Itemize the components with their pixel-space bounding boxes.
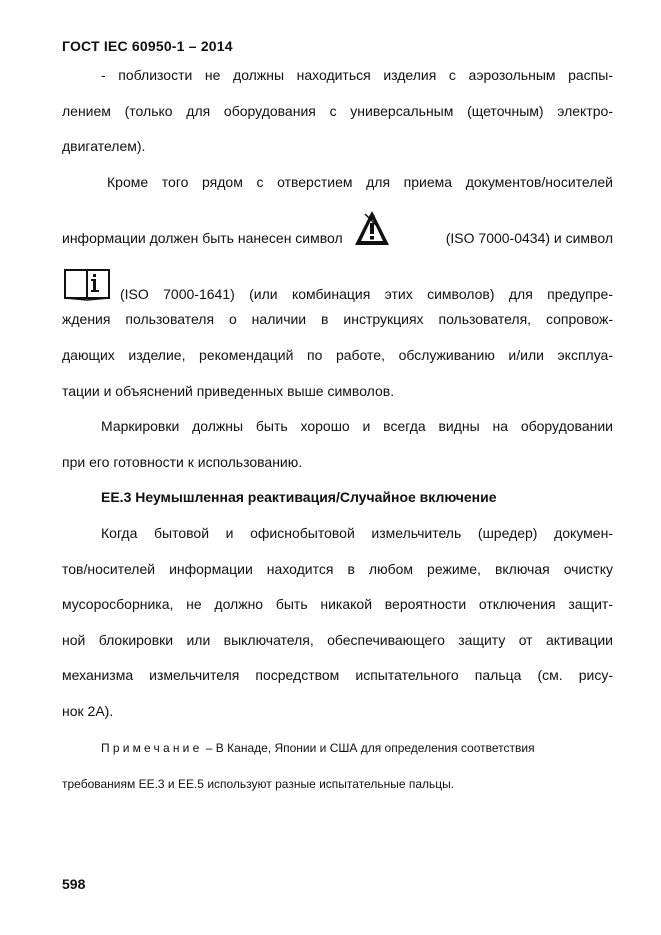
para4-line6: нок 2А).: [62, 702, 114, 719]
para2-line2a: информации должен быть нанесен символ: [62, 230, 343, 247]
note-block: [62, 730, 613, 802]
para4-line5: механизма измельчителя посредством испытательного пальца (см. рису-: [62, 667, 613, 684]
page-number: 598: [62, 876, 86, 892]
para4-line3: мусоросборника, не должно быть никакой вероятности отключения защит-: [62, 596, 613, 613]
note-line2: требованиям ЕЕ.3 и ЕЕ.5 используют разные испытательные пальцы.: [62, 776, 455, 791]
para4-line1: Когда бытовой и офиснобытовой измельчитель (шредер) докумен-: [101, 524, 613, 541]
para3-line2: при его готовности к использованию.: [62, 453, 303, 470]
para2-line3: (ISO 7000-1641) (или комбинация этих символов) для предупре-: [120, 286, 613, 303]
page-body: [62, 58, 613, 802]
section-heading: ЕЕ.3 Неумышленная реактивация/Случайное включение: [101, 489, 497, 506]
para2-line4: ждения пользователя о наличии в инструкциях пользователя, сопровож-: [62, 311, 613, 328]
symbol-line-1: [62, 210, 613, 248]
symbol-line-2: [62, 264, 613, 302]
para1-line2: лением (только для оборудования с универсальным (щеточным) электро-: [62, 102, 613, 119]
info-book-icon: [62, 268, 112, 302]
para1-line3: двигателем).: [62, 138, 146, 155]
para2-line6: тации и объяснений приведенных выше символов.: [62, 382, 395, 399]
note-line1-text: – В Канаде, Японии и США для определения соответствия: [202, 740, 535, 755]
para2-line1: Кроме того рядом с отверстием для приема документов/носителей: [107, 173, 613, 190]
para4-line2: тов/носителей информации находится в любом режиме, включая очистку: [62, 560, 613, 577]
warning-triangle-icon: [353, 208, 391, 248]
para2-line2b: (ISO 7000-0434) и символ: [445, 230, 613, 247]
note-line1: [62, 730, 613, 766]
para3-line1: Маркировки должны быть хорошо и всегда видны на оборудовании: [101, 418, 613, 435]
note-label: Примечание: [101, 740, 203, 755]
para4-line4: ной блокировки или выключателя, обеспечивающего защиту от активации: [62, 631, 613, 648]
para1-line1: - поблизости не должны находиться изделия с аэрозольным распы-: [101, 67, 613, 83]
document-header: ГОСТ IEC 60950-1 – 2014: [62, 38, 233, 54]
para2-line5: дающих изделие, рекомендаций по работе, обслуживанию и/или эксплуа-: [62, 346, 613, 363]
